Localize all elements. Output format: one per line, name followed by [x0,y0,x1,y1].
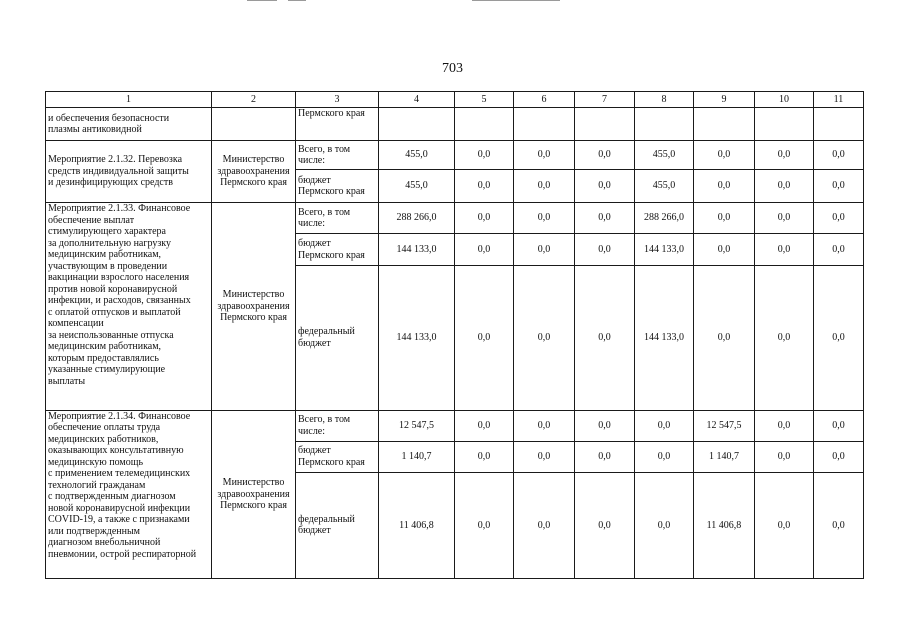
value-cell: 455,0 [379,170,455,203]
measure-description: Мероприятие 2.1.32. Перевозка средств индивидуальной защиты и дезинфицирующих средств [46,141,212,203]
value-cell: 144 133,0 [379,234,455,266]
value-cell: 144 133,0 [379,266,455,410]
value-cell: 0,0 [814,203,864,234]
value-cell: 0,0 [455,203,514,234]
value-cell: 0,0 [814,441,864,472]
budget-table [45,91,864,579]
executor: Министерство здравоохранения Пермского края [212,203,296,410]
empty-cell [694,108,755,141]
empty-cell [575,108,635,141]
value-cell: 0,0 [514,170,575,203]
funding-source: бюджет Пермского края [296,170,379,203]
funding-source: Пермского края [296,108,379,141]
value-cell: 0,0 [755,266,814,410]
value-cell: 0,0 [455,266,514,410]
funding-source: Всего, в том числе: [296,410,379,441]
value-cell: 0,0 [514,141,575,170]
value-cell: 11 406,8 [379,472,455,578]
funding-source: Всего, в том числе: [296,203,379,234]
value-cell: 455,0 [635,141,694,170]
funding-source: Всего, в том числе: [296,141,379,170]
funding-source: федеральный бюджет [296,266,379,410]
value-cell: 0,0 [575,441,635,472]
value-cell: 0,0 [635,410,694,441]
funding-source: бюджет Пермского края [296,441,379,472]
value-cell: 455,0 [635,170,694,203]
value-cell: 0,0 [514,234,575,266]
column-number: 3 [296,92,379,108]
value-cell: 0,0 [755,141,814,170]
table-row [46,108,864,141]
value-cell: 0,0 [755,234,814,266]
column-number: 4 [379,92,455,108]
column-number: 6 [514,92,575,108]
value-cell: 288 266,0 [379,203,455,234]
table-row [46,203,864,234]
value-cell: 0,0 [575,170,635,203]
value-cell: 288 266,0 [635,203,694,234]
value-cell: 0,0 [455,441,514,472]
top-edge-line [288,0,306,1]
value-cell: 0,0 [755,410,814,441]
page-number: 703 [442,61,463,76]
value-cell: 0,0 [694,141,755,170]
table-row [46,141,864,170]
column-number: 1 [46,92,212,108]
value-cell: 12 547,5 [694,410,755,441]
empty-cell [755,108,814,141]
empty-cell [212,108,296,141]
value-cell: 0,0 [575,266,635,410]
top-edge-line [247,0,277,1]
value-cell: 11 406,8 [694,472,755,578]
executor: Министерство здравоохранения Пермского края [212,141,296,203]
empty-cell [379,108,455,141]
column-number: 11 [814,92,864,108]
value-cell: 0,0 [814,234,864,266]
empty-cell [814,108,864,141]
column-number: 2 [212,92,296,108]
value-cell: 0,0 [575,472,635,578]
column-number: 7 [575,92,635,108]
column-number: 10 [755,92,814,108]
column-number-row [46,92,864,108]
value-cell: 0,0 [694,266,755,410]
value-cell: 0,0 [514,441,575,472]
value-cell: 0,0 [755,203,814,234]
value-cell: 1 140,7 [694,441,755,472]
value-cell: 0,0 [694,170,755,203]
value-cell: 0,0 [514,472,575,578]
value-cell: 1 140,7 [379,441,455,472]
empty-cell [514,108,575,141]
executor: Министерство здравоохранения Пермского края [212,410,296,578]
value-cell: 0,0 [814,141,864,170]
column-number: 9 [694,92,755,108]
value-cell: 0,0 [514,410,575,441]
value-cell: 0,0 [755,170,814,203]
value-cell: 0,0 [755,472,814,578]
empty-cell [635,108,694,141]
value-cell: 0,0 [455,141,514,170]
value-cell: 0,0 [814,472,864,578]
value-cell: 0,0 [575,203,635,234]
value-cell: 455,0 [379,141,455,170]
value-cell: 144 133,0 [635,234,694,266]
value-cell: 0,0 [514,266,575,410]
funding-source: бюджет Пермского края [296,234,379,266]
value-cell: 0,0 [814,410,864,441]
value-cell: 0,0 [514,203,575,234]
value-cell: 0,0 [814,170,864,203]
top-edge-line [472,0,560,1]
funding-source: федеральный бюджет [296,472,379,578]
value-cell: 0,0 [575,234,635,266]
value-cell: 0,0 [455,472,514,578]
measure-description: Мероприятие 2.1.33. Финансовое обеспечение выплат стимулирующего характера за дополнительную нагрузку медицинским работникам, участвующим в проведении вакцинации взрослого населения против новой коронавирусной инфекции, и расходов, связанных с оплатой отпусков и выплатой компенсации за неиспользованные отпуска медицинским работникам, которым предоставлялись указанные стимулирующие выплаты [46,203,212,410]
value-cell: 12 547,5 [379,410,455,441]
value-cell: 0,0 [575,410,635,441]
measure-description: и обеспечения безопасности плазмы антиковидной [46,108,212,141]
value-cell: 0,0 [575,141,635,170]
value-cell: 0,0 [694,203,755,234]
value-cell: 0,0 [455,234,514,266]
value-cell: 0,0 [455,410,514,441]
value-cell: 0,0 [694,234,755,266]
value-cell: 0,0 [814,266,864,410]
value-cell: 0,0 [455,170,514,203]
value-cell: 0,0 [635,472,694,578]
table-row [46,410,864,441]
column-number: 5 [455,92,514,108]
measure-description: Мероприятие 2.1.34. Финансовое обеспечение оплаты труда медицинских работников, оказывающих консультативную медицинскую помощь с применением телемедицинских технологий гражданам с подтвержденным диагнозом новой коронавирусной инфекции COVID-19, а также с признаками или подтвержденным диагнозом внебольничной пневмонии, острой респираторной [46,410,212,578]
value-cell: 0,0 [635,441,694,472]
value-cell: 144 133,0 [635,266,694,410]
column-number: 8 [635,92,694,108]
value-cell: 0,0 [755,441,814,472]
empty-cell [455,108,514,141]
